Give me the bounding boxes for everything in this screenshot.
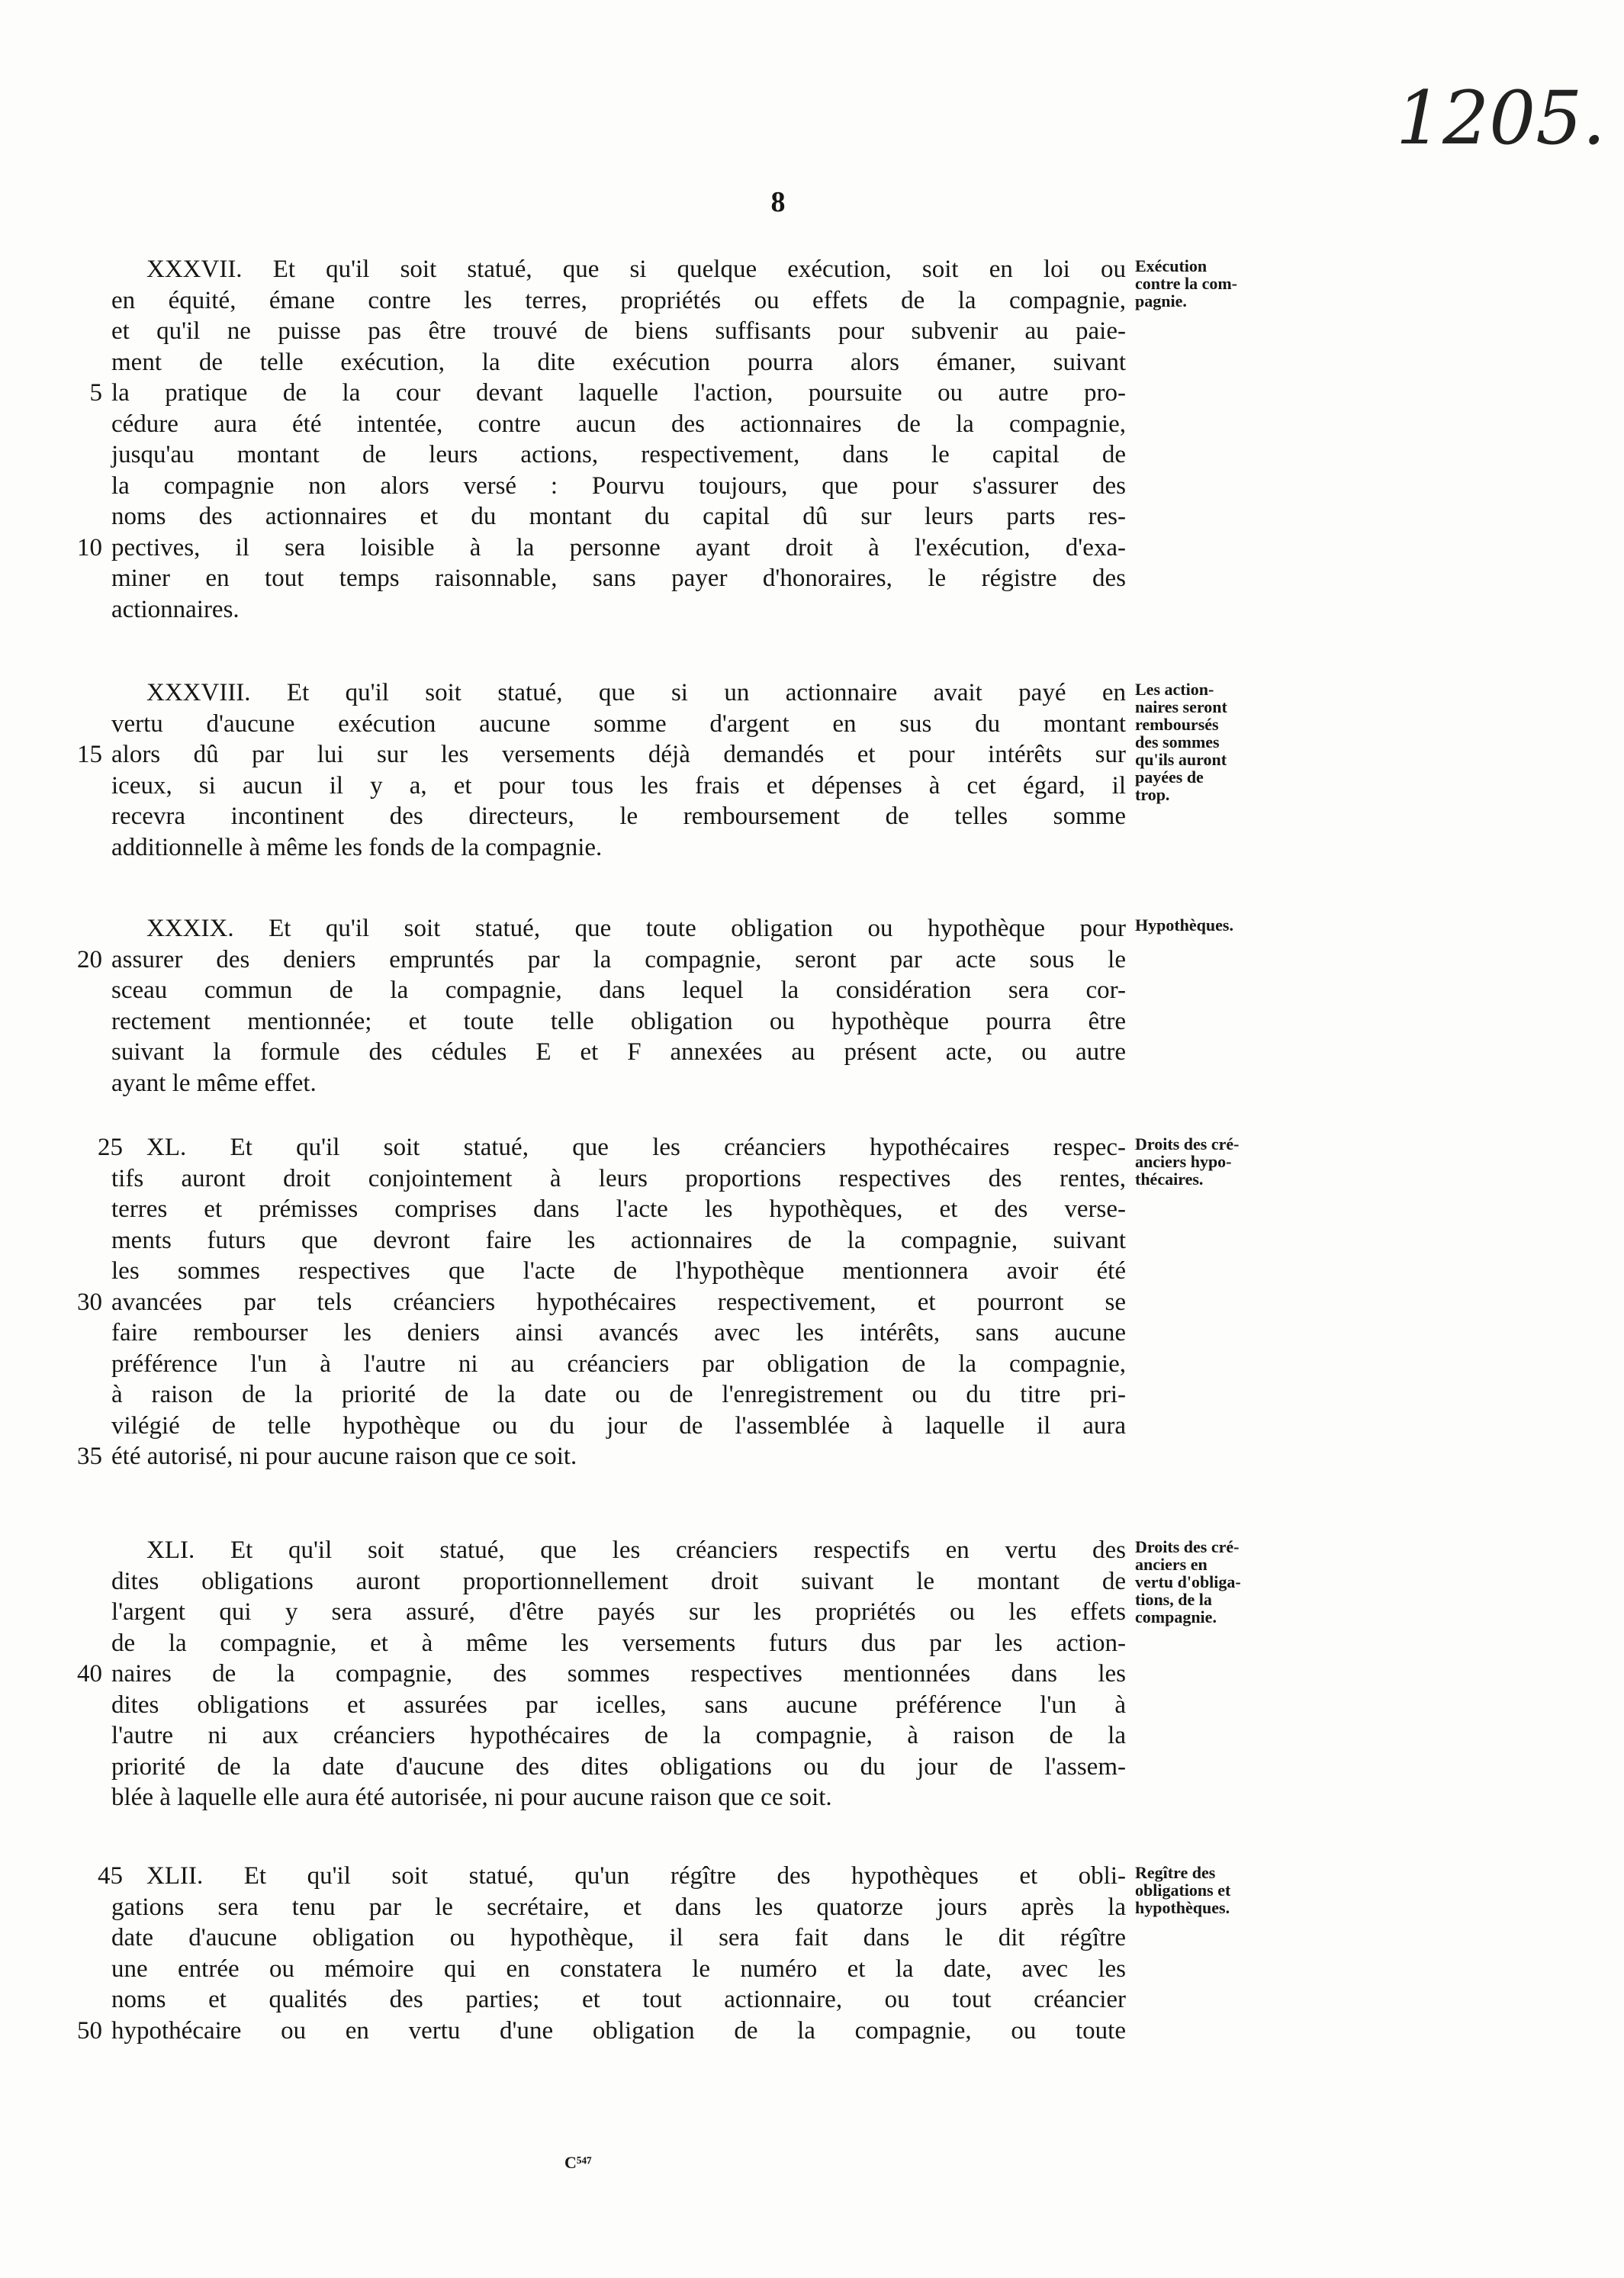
page-number: 8 <box>770 186 786 218</box>
text-line: gations sera tenu par le secrétaire, et dans les quatorze jours après la <box>111 1894 1126 1921</box>
text-line: priorité de la date d'aucune des dites obligations ou du jour de l'assem- <box>111 1753 1126 1781</box>
margin-note-line: Droits des cré- <box>1135 1537 1240 1556</box>
handwritten-note: 1205. <box>1396 76 1606 161</box>
margin-note-line: contre la com- <box>1135 274 1237 293</box>
text-line: miner en tout temps raisonnable, sans payer d'honoraires, le régistre des <box>111 565 1126 592</box>
text-line: assurer des deniers empruntés par la compagnie, seront par acte sous le 20 <box>111 944 1126 975</box>
text-line: XLI. Et qu'il soit statué, que les créanciers respectifs en vertu des <box>146 1536 1126 1564</box>
text-line: noms des actionnaires et du montant du capital dû sur leurs parts res- <box>111 503 1126 530</box>
line-number: 5 <box>89 379 102 407</box>
line-number: 30 <box>77 1289 102 1316</box>
text-line: naires de la compagnie, des sommes respectives mentionnées dans les 40 <box>111 1659 1126 1689</box>
text-line: l'autre ni aux créanciers hypothécaires de la compagnie, à raison de la <box>111 1722 1126 1749</box>
margin-note-line: compagnie. <box>1135 1607 1217 1626</box>
text-line: iceux, si aucun il y a, et pour tous les frais et dépenses à cet égard, il <box>111 772 1126 800</box>
text-line: les sommes respectives que l'acte de l'hypothèque mentionnera avoir été <box>111 1257 1126 1285</box>
text-line: avancées par tels créanciers hypothécaires respectivement, et pourront se 30 <box>111 1287 1126 1318</box>
text-line: la pratique de la cour devant laquelle l'action, poursuite ou autre pro- 5 <box>111 378 1126 408</box>
margin-note-line: Les action- <box>1135 680 1214 699</box>
margin-note <box>1135 1135 1295 1188</box>
margin-note <box>1135 1864 1295 1916</box>
margin-note-line: pagnie. <box>1135 291 1187 310</box>
text-line: vertu d'aucune exécution aucune somme d'argent en sus du montant <box>111 710 1126 738</box>
text-line: actionnaires. <box>111 596 240 623</box>
margin-note <box>1135 916 1295 934</box>
line-number: 40 <box>77 1660 102 1688</box>
margin-note-line: qu'ils auront <box>1135 750 1227 769</box>
text-line: noms et qualités des parties; et tout actionnaire, ou tout créancier <box>111 1986 1126 2013</box>
text-line: dites obligations auront proportionnellement droit suivant le montant de <box>111 1568 1126 1595</box>
text-line: dites obligations et assurées par icelles, sans aucune préférence l'un à <box>111 1691 1126 1719</box>
margin-note-line: des sommes <box>1135 732 1220 751</box>
margin-note-line: hypothèques. <box>1135 1898 1230 1917</box>
line-number: 50 <box>77 2017 102 2045</box>
text-line: été autorisé, ni pour aucune raison que ce soit. 35 <box>111 1441 1126 1472</box>
margin-note-line: remboursés <box>1135 715 1219 734</box>
margin-note-line: trop. <box>1135 785 1170 804</box>
text-line: ayant le même effet. <box>111 1070 317 1097</box>
text-line: ments futurs que devront faire les actionnaires de la compagnie, suivant <box>111 1227 1126 1254</box>
text-line: XXXIX. Et qu'il soit statué, que toute obligation ou hypothèque pour <box>146 915 1126 942</box>
text-line: recevra incontinent des directeurs, le remboursement de telles somme <box>111 803 1126 830</box>
margin-note <box>1135 257 1295 310</box>
text-line: et qu'il ne puisse pas être trouvé de biens suffisants pour subvenir au paie- <box>111 317 1126 345</box>
margin-note-line: Droits des cré- <box>1135 1134 1240 1153</box>
text-line: XL. Et qu'il soit statué, que les créanciers hypothécaires respec- 25 <box>111 1132 1126 1163</box>
margin-note <box>1135 1538 1295 1626</box>
text-line: XXXVIII. Et qu'il soit statué, que si un actionnaire avait payé en <box>146 679 1126 706</box>
margin-note-line: obligations et <box>1135 1881 1231 1900</box>
line-number: 15 <box>77 741 102 768</box>
margin-note-line: payées de <box>1135 767 1204 787</box>
line-number: 25 <box>98 1134 123 1161</box>
margin-note-line: vertu d'obliga- <box>1135 1572 1241 1591</box>
text-line: jusqu'au montant de leurs actions, respectivement, dans le capital de <box>111 441 1126 468</box>
line-number: 35 <box>77 1443 102 1470</box>
text-line: pectives, il sera loisible à la personne ayant droit à l'exécution, d'exa- 10 <box>111 532 1126 563</box>
line-number: 10 <box>77 534 102 561</box>
margin-note-line: Exécution <box>1135 256 1208 275</box>
text-line: de la compagnie, et à même les versements futurs dus par les action- <box>111 1630 1126 1657</box>
text-line: date d'aucune obligation ou hypothèque, il sera fait dans le dit régître <box>111 1924 1126 1951</box>
text-line: XLII. Et qu'il soit statué, qu'un régître des hypothèques et obli- 45 <box>111 1861 1126 1891</box>
text-line: terres et prémisses comprises dans l'acte les hypothèques, et des verse- <box>111 1195 1126 1223</box>
line-number: 45 <box>98 1862 123 1890</box>
text-line: en équité, émane contre les terres, propriétés ou effets de la compagnie, <box>111 287 1126 314</box>
margin-note-line: anciers hypo- <box>1135 1152 1232 1171</box>
text-line: XXXVII. Et qu'il soit statué, que si quelque exécution, soit en loi ou <box>146 256 1126 283</box>
text-line: la compagnie non alors versé : Pourvu toujours, que pour s'assurer des <box>111 472 1126 500</box>
margin-note-line: anciers en <box>1135 1555 1208 1574</box>
text-line: faire rembourser les deniers ainsi avancés avec les intérêts, sans aucune <box>111 1319 1126 1347</box>
text-line: suivant la formule des cédules E et F annexées au présent acte, ou autre <box>111 1038 1126 1066</box>
margin-note-line: thécaires. <box>1135 1170 1204 1189</box>
text-line: à raison de la priorité de la date ou de l'enregistrement ou du titre pri- <box>111 1381 1126 1408</box>
text-line: blée à laquelle elle aura été autorisée, ni pour aucune raison que ce soit. <box>111 1784 832 1811</box>
text-line: l'argent qui y sera assuré, d'être payés sur les propriétés ou les effets <box>111 1598 1126 1626</box>
printer-signature: C⁵⁴⁷ <box>564 2153 592 2172</box>
margin-note-line: Hypothèques. <box>1135 915 1233 935</box>
margin-note-line: Regître des <box>1135 1863 1216 1882</box>
margin-note-line: tions, de la <box>1135 1590 1212 1609</box>
text-line: hypothécaire ou en vertu d'une obligation de la compagnie, ou toute 50 <box>111 2016 1126 2046</box>
text-line: préférence l'un à l'autre ni au créanciers par obligation de la compagnie, <box>111 1350 1126 1378</box>
text-line: additionnelle à même les fonds de la compagnie. <box>111 834 603 861</box>
text-line: ment de telle exécution, la dite exécution pourra alors émaner, suivant <box>111 349 1126 376</box>
text-line: sceau commun de la compagnie, dans lequel la considération sera cor- <box>111 977 1126 1004</box>
text-line: tifs auront droit conjointement à leurs proportions respectives des rentes, <box>111 1165 1126 1192</box>
text-line: une entrée ou mémoire qui en constatera le numéro et la date, avec les <box>111 1955 1126 1983</box>
text-line: rectement mentionnée; et toute telle obligation ou hypothèque pourra être <box>111 1008 1126 1035</box>
margin-note <box>1135 681 1295 803</box>
line-number: 20 <box>77 946 102 973</box>
text-line: alors dû par lui sur les versements déjà demandés et pour intérêts sur 15 <box>111 739 1126 770</box>
text-line: cédure aura été intentée, contre aucun des actionnaires de la compagnie, <box>111 410 1126 438</box>
margin-note-line: naires seront <box>1135 697 1227 716</box>
text-line: vilégié de telle hypothèque ou du jour de l'assemblée à laquelle il aura <box>111 1412 1126 1440</box>
